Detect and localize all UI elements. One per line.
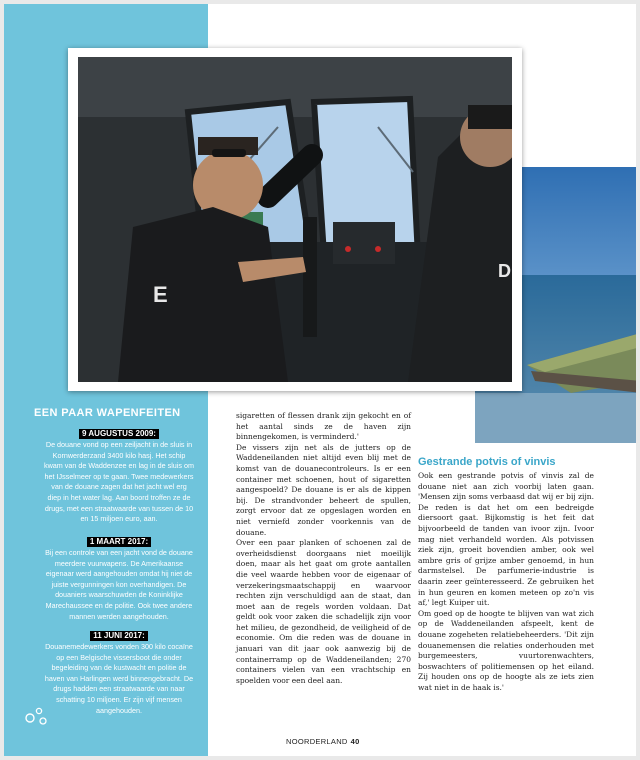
page-number: 40 [350, 737, 360, 746]
fact-text: Bij een controle van een jacht vond de douane meerdere vuurwapens. De Amerikaanse eigenaar werd aangehouden omdat hij niet de juiste vergunningen kon overhandigen. De douaniers waarschuwden de Koninklijke Marechaussee en de politie. Ook twee andere mannen werden aangehouden. [45, 548, 193, 621]
article-paragraph: Om goed op de hoogte te blijven van wat zich op de Waddeneilanden afspeelt, kent de douane zogeheten relatiebeheerders. 'Dit zijn douanemensen die relaties onderhouden met burgemeesters, vuurtorenwachters, boswachters of politiemensen op het eiland. Zij houden ons op de hoogte als ze iets zien wat niet in de haak is.' [418, 608, 594, 692]
bubbles-icon [24, 706, 50, 728]
sidebar-title: EEN PAAR WAPENFEITEN [34, 407, 181, 419]
article-column-middle [236, 411, 411, 686]
fact-item [44, 631, 194, 716]
fact-date: 1 MAART 2017: [87, 537, 151, 547]
fact-date: 9 AUGUSTUS 2009: [79, 429, 159, 439]
magazine-page [4, 4, 636, 756]
article-paragraph: Ook een gestrande potvis of vinvis zal de douane niet aan zich voorbij laten gaan. 'Mensen zijn soms verbaasd dat wij er bij zijn. De reden is dat het om een bedreigde diersoort gaat. Bijkomstig is het feit dat bijvoorbeeld de tanden van ivoor zijn. Ivoor mag niet verhandeld worden. Als potvissen ziek zijn, groeit bovendien amber, ook wel ambre gris of grijze amber genoemd, in hun darmstelsel. De parfumerie-industrie is daarin zeer geïnteresseerd. Ze gebruiken het in hun geuren en komen meteen op zo'n vis af,' legt Kuiper uit. [418, 471, 594, 608]
wheelhouse-photo [78, 57, 512, 382]
article-paragraph: sigaretten of flessen drank zijn gekocht en of het aantal sinds ze de haven zijn binnengekomen, is verminderd.' [236, 411, 411, 442]
magazine-name: NOORDERLAND [286, 737, 348, 746]
svg-text:E: E [153, 282, 168, 307]
article-paragraph: De vissers zijn net als de jutters op de Waddeneilanden niet altijd even blij met de komst van de douanecontroleurs. Is er een container met schoenen, hout of sigaretten aangespoeld? De douane is er als de kippen bij. De strandvonder beheert de spullen, zorgt ervoor dat ze opgeslagen worden en niet verniefd zonder voorkennis van de douane. [236, 442, 411, 537]
fact-item [44, 537, 194, 622]
fact-text: De douane vond op een zeiljacht in de sluis in Kornwerderzand 3400 kilo hasj. Het schip kwam van de Waddenzee en lag in de sluis om het IJsselmeer op te gaan. Twee medewerkers van de douane zagen dat het jacht wel erg diep in het water lag. Aan boord troffen ze de drugs, met een straatwaarde van tussen de 10 en 15 miljoen euro, aan. [44, 440, 194, 524]
fact-item [44, 429, 194, 525]
photo-frame [68, 48, 522, 391]
page-footer [286, 737, 360, 746]
article-column-right [418, 456, 594, 693]
fact-date: 11 JUNI 2017: [90, 631, 148, 641]
fact-text: Douanemedewerkers vonden 300 kilo cocaïne op een Belgische vissersboot die onder begeleiding van de kustwacht en politie de haven van Harlingen werd binnengebracht. De drugs hadden een straatwaarde van naar schatting 10 miljoen. Er zijn vijf mensen aangehouden. [44, 642, 194, 715]
svg-text:D: D [498, 261, 511, 281]
article-paragraph: Over een paar planken of schoenen zal de overheidsdienst doorgaans niet moeilijk doen, maar als het gaat om grote aantallen die veel waarde hebben voor de eigenaar of verzekeringsmaatschappij en waarvoor rechten zijn verschuldigd aan de staat, dan moet aan de regels worden voldaan. Dat geldt ook voor zaken die schadelijk zijn voor het milieu, de gezondheid, de veiligheid of de economie. Om die reden was de douane in januari van dit jaar ook aanwezig bij de containerramp op de Waddeneilanden; 270 containers vielen van een vrachtschip en spoelden voor een deel aan. [236, 538, 411, 685]
section-heading: Gestrande potvis of vinvis [418, 456, 556, 468]
